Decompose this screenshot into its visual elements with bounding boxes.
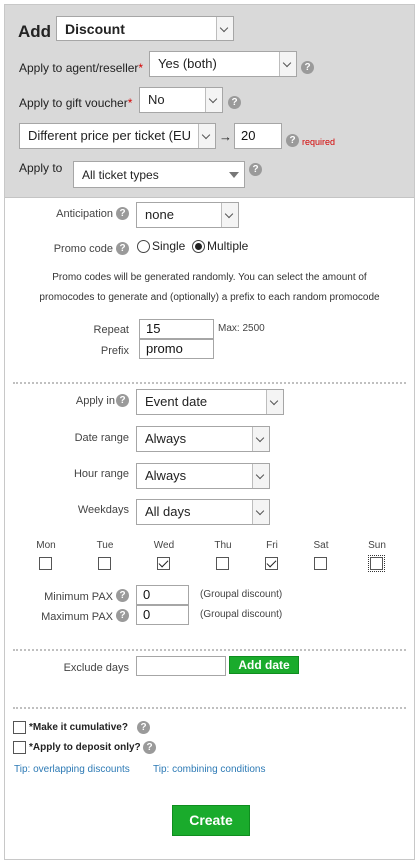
price-mode-select[interactable]	[19, 123, 216, 149]
agent-select-value: Yes (both)	[158, 56, 217, 71]
prefix-input[interactable]: promo	[139, 339, 214, 359]
help-icon[interactable]: ?	[137, 721, 150, 734]
chevron-down-icon	[279, 52, 296, 76]
min-pax-note: (Groupal discount)	[200, 589, 283, 600]
chevron-down-icon	[205, 88, 222, 112]
divider	[13, 707, 406, 709]
weekdays-select[interactable]	[136, 499, 270, 525]
day-label-sun: Sun	[368, 540, 386, 551]
chevron-down-icon	[216, 17, 233, 40]
apply-in-value: Event date	[145, 394, 208, 409]
help-icon[interactable]: ?	[116, 589, 129, 602]
voucher-label	[19, 96, 132, 110]
date-range-label: Date range	[74, 432, 129, 444]
min-pax-label: Minimum PAX	[44, 591, 113, 603]
hour-range-select[interactable]	[136, 463, 270, 489]
day-checkbox-tue[interactable]	[98, 557, 111, 570]
anticipation-select[interactable]	[136, 202, 239, 228]
hour-range-label: Hour range	[73, 468, 129, 480]
repeat-max-note: Max: 2500	[218, 323, 265, 334]
type-select[interactable]	[56, 16, 234, 41]
apply-to-label: Apply to	[19, 161, 63, 175]
help-icon[interactable]: ?	[301, 61, 314, 74]
day-checkbox-thu[interactable]	[216, 557, 229, 570]
deposit-checkbox[interactable]	[13, 741, 26, 754]
add-title: Add	[18, 22, 52, 41]
apply-in-select[interactable]	[136, 389, 284, 415]
chevron-down-icon	[252, 500, 269, 524]
required-note: required	[302, 137, 336, 147]
cumulative-label[interactable]: *Make it cumulative?	[29, 722, 128, 733]
day-checkbox-fri[interactable]	[265, 557, 278, 570]
cumulative-checkbox[interactable]	[13, 721, 26, 734]
tip-combining-link[interactable]: Tip: combining conditions	[153, 764, 266, 775]
deposit-label[interactable]: *Apply to deposit only?	[29, 742, 141, 753]
required-mark: *	[138, 61, 144, 75]
required-mark: *	[127, 96, 133, 110]
help-icon[interactable]: ?	[116, 242, 129, 255]
day-label-tue: Tue	[96, 540, 114, 551]
chevron-down-icon	[221, 203, 238, 227]
type-select-value: Discount	[65, 21, 125, 37]
tip-overlapping-link[interactable]: Tip: overlapping discounts	[14, 764, 130, 775]
chevron-down-icon	[252, 427, 269, 451]
promo-single-radio[interactable]	[137, 240, 150, 253]
add-date-button[interactable]: Add date	[229, 656, 299, 674]
apply-to-value: All ticket types	[82, 168, 159, 182]
day-checkbox-sun[interactable]	[370, 557, 383, 570]
max-pax-input[interactable]: 0	[136, 605, 189, 625]
agent-select[interactable]	[149, 51, 297, 77]
weekdays-label: Weekdays	[77, 504, 129, 516]
apply-to-select[interactable]	[73, 161, 245, 188]
form-header-panel	[5, 5, 414, 198]
help-icon[interactable]: ?	[116, 207, 129, 220]
chevron-down-icon	[252, 464, 269, 488]
help-icon[interactable]: ?	[116, 394, 129, 407]
help-icon[interactable]: ?	[286, 134, 299, 147]
price-amount-input[interactable]: 20	[234, 123, 282, 149]
day-checkbox-wed[interactable]	[157, 557, 170, 570]
help-icon[interactable]: ?	[143, 741, 156, 754]
day-label-fri: Fri	[266, 540, 278, 551]
prefix-label: Prefix	[100, 345, 129, 357]
min-pax-input[interactable]: 0	[136, 585, 189, 605]
hour-range-value: Always	[145, 468, 187, 483]
agent-label-text: Apply to agent/reseller	[19, 61, 139, 75]
promo-code-label: Promo code	[53, 243, 113, 255]
help-icon[interactable]: ?	[116, 609, 129, 622]
chevron-down-icon	[198, 124, 215, 148]
day-label-wed: Wed	[153, 540, 175, 551]
divider	[13, 382, 406, 384]
chevron-down-icon	[266, 390, 283, 414]
max-pax-label: Maximum PAX	[41, 611, 113, 623]
promo-info-line1: Promo codes will be generated randomly. You can select the amount of	[52, 272, 367, 283]
discount-form	[4, 4, 415, 860]
repeat-label: Repeat	[93, 324, 129, 336]
date-range-value: Always	[145, 431, 187, 446]
date-range-select[interactable]	[136, 426, 270, 452]
anticipation-label: Anticipation	[56, 208, 113, 220]
anticipation-value: none	[145, 207, 174, 222]
arrow-right-icon: →	[219, 129, 232, 144]
voucher-select[interactable]	[139, 87, 223, 113]
voucher-label-text: Apply to gift voucher	[19, 96, 128, 110]
day-label-mon: Mon	[36, 540, 56, 551]
help-icon[interactable]: ?	[249, 163, 262, 176]
price-mode-value: Different price per ticket (EU	[28, 128, 192, 143]
apply-in-label: Apply in	[75, 395, 115, 407]
divider	[13, 649, 406, 651]
voucher-select-value: No	[148, 92, 165, 107]
promo-single-label[interactable]: Single	[152, 239, 186, 253]
day-checkbox-mon[interactable]	[39, 557, 52, 570]
day-label-thu: Thu	[214, 540, 232, 551]
help-icon[interactable]: ?	[228, 96, 241, 109]
repeat-input[interactable]: 15	[139, 319, 214, 339]
day-label-sat: Sat	[313, 540, 329, 551]
promo-multiple-label[interactable]: Multiple	[207, 239, 249, 253]
caret-down-icon	[227, 162, 244, 187]
promo-info-line2: promocodes to generate and (optionally) a prefix to each random promocode	[39, 292, 380, 303]
weekdays-value: All days	[145, 504, 191, 519]
day-checkbox-sat[interactable]	[314, 557, 327, 570]
agent-label	[19, 61, 143, 75]
exclude-days-input[interactable]	[136, 656, 226, 676]
exclude-days-label: Exclude days	[63, 662, 129, 674]
create-button[interactable]: Create	[172, 805, 250, 836]
max-pax-note: (Groupal discount)	[200, 609, 283, 620]
promo-multiple-radio[interactable]	[192, 240, 205, 253]
